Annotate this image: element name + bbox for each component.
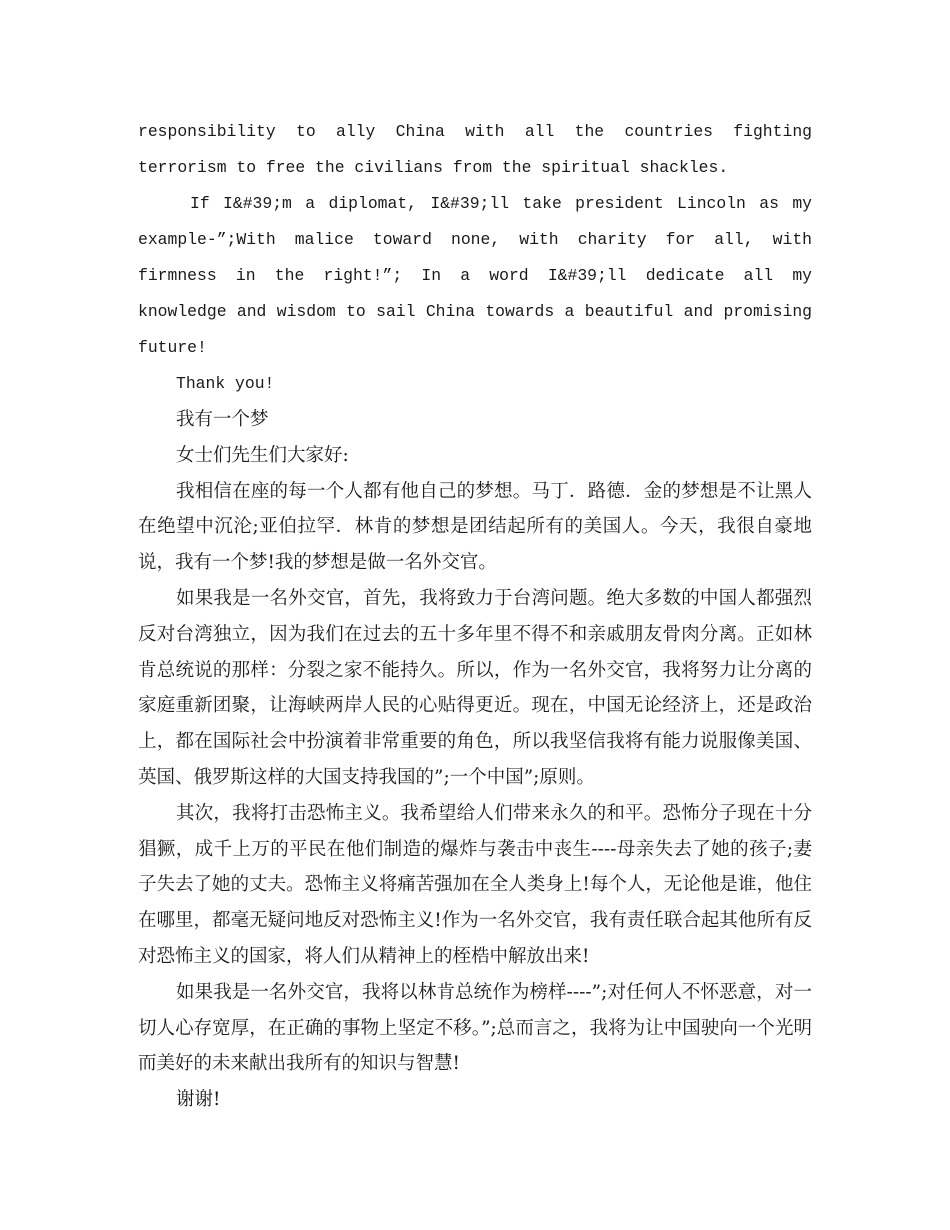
paragraph-greeting: 女士们先生们大家好: [176,444,349,466]
paragraph-lincoln-example: 如果我是一名外交官，我将以林肯总统作为榜样----”;对任何人不怀恶意，对一切人心存宽厚，在正确的事物上坚定不移。”;总而言之，我将为让中国驶向一个光明而美好的未来献出我所有的知识与智慧! [138,981,812,1075]
paragraph-dream-intro: 我相信在座的每一个人都有他自己的梦想。马丁．路德．金的梦想是不让黑人在绝望中沉沦;亚伯拉罕．林肯的梦想是团结起所有的美国人。今天，我很自豪地说，我有一个梦!我的梦想是做一名外交官。 [138,480,812,574]
document-body [138,114,812,1118]
paragraph-terrorism: 其次，我将打击恐怖主义。我希望给人们带来永久的和平。恐怖分子现在十分猖獗，成千上万的平民在他们制造的爆炸与袭击中丧生----母亲失去了她的孩子;妻子失去了她的丈夫。恐怖主义将痛苦强加在全人类身上!每个人，无论他是谁，他住在哪里，都毫无疑问地反对恐怖主义!作为一名外交官，我有责任联合起其他所有反对恐怖主义的国家，将人们从精神上的桎梏中解放出来! [138,802,812,967]
paragraph-diplomat-lincoln: If I&#39;m a diplomat, I&#39;ll take president Lincoln as my example-”;With malice toward none, with charity for all, with firmness in the right!”; In a word I&#39;ll dedicate all my knowledge and wisdom to sail China towards a beautiful and promising future! [138,194,812,357]
paragraph-thank-you: Thank you! [176,374,275,393]
paragraph-responsibility: responsibility to ally China with all the countries fighting terrorism to free the civilians from the spiritual shackles. [138,122,812,177]
paragraph-taiwan: 如果我是一名外交官，首先，我将致力于台湾问题。绝大多数的中国人都强烈反对台湾独立，因为我们在过去的五十多年里不得不和亲戚朋友骨肉分离。正如林肯总统说的那样：分裂之家不能持久。所以，作为一名外交官，我将努力让分离的家庭重新团聚，让海峡两岸人民的心贴得更近。现在，中国无论经济上，还是政治上，都在国际社会中扮演着非常重要的角色，所以我坚信我将有能力说服像美国、英国、俄罗斯这样的大国支持我国的”;一个中国”;原则。 [138,587,812,788]
paragraph-thanks-zh: 谢谢! [176,1089,221,1111]
section-title-dream: 我有一个梦 [176,409,269,430]
